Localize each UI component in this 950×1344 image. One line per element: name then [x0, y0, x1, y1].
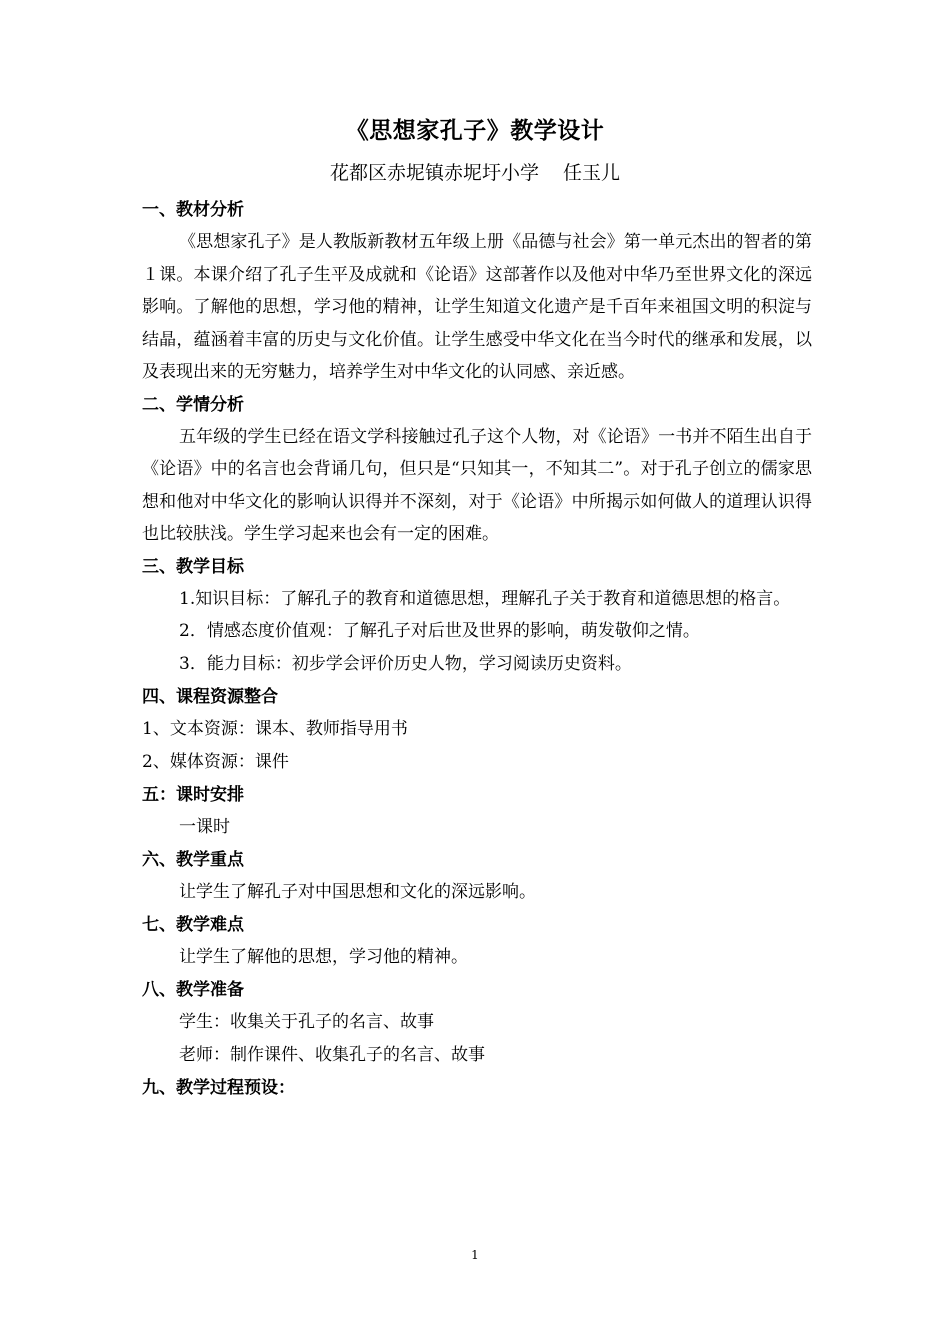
section-heading-9: 九、教学过程预设： — [142, 1078, 295, 1098]
section-heading-7: 七、教学难点 — [142, 915, 244, 935]
page-number: 1 — [471, 1248, 479, 1262]
difficulty: 让学生了解他的思想，学习他的精神。 — [179, 947, 468, 967]
goal-ability: 3．能力目标：初步学会评价历史人物，学习阅读历史资料。 — [179, 654, 632, 674]
section-heading-4: 四、课程资源整合 — [142, 687, 278, 707]
author-school: 花都区赤坭镇赤坭圩小学 — [329, 162, 539, 184]
document-title: 《思想家孔子》教学设计 — [345, 117, 605, 144]
section-heading-6: 六、教学重点 — [142, 850, 244, 870]
class-hours: 一课时 — [179, 817, 230, 837]
section-heading-3: 三、教学目标 — [142, 556, 244, 577]
section-heading-2: 二、学情分析 — [142, 394, 244, 415]
prep-teacher: 老师：制作课件、收集孔子的名言、故事 — [179, 1045, 485, 1065]
section-heading-5: 五：课时安排 — [142, 785, 244, 805]
resource-media: 2、媒体资源：课件 — [142, 752, 289, 772]
author-line — [0, 158, 950, 185]
document-body — [142, 194, 812, 1104]
section-paragraph-1: 《思想家孔子》是人教版新教材五年级上册《品德与社会》第一单元杰出的智者的第１课。本课介绍了孔子生平及成就和《论语》这部著作以及他对中华乃至世界文化的深远影响。了解他的思想，学习他的精神，让学生知道文化遗产是千百年来祖国文明的积淀与结晶，蕴涵着丰富的历史与文化价值。让学生感受中华文化在当今时代的继承和发展，以及表现出来的无穷魅力，培养学生对中华文化的认同感、亲近感。 — [142, 232, 812, 382]
section-heading-8: 八、教学准备 — [142, 980, 244, 1000]
prep-student: 学生：收集关于孔子的名言、故事 — [179, 1012, 434, 1032]
goal-knowledge: 1.知识目标：了解孔子的教育和道德思想，理解孔子关于教育和道德思想的格言。 — [179, 588, 791, 609]
key-point: 让学生了解孔子对中国思想和文化的深远影响。 — [179, 882, 536, 902]
goal-emotion: 2．情感态度价值观：了解孔子对后世及世界的影响，萌发敬仰之情。 — [179, 621, 700, 641]
resource-text: 1、文本资源：课本、教师指导用书 — [142, 719, 408, 739]
section-paragraph-2: 五年级的学生已经在语文学科接触过孔子这个人物，对《论语》一书并不陌生出自于《论语》中的名言也会背诵几句，但只是“只知其一，不知其二”。对于孔子创立的儒家思想和他对中华文化的影响认识得并不深刻，对于《论语》中所揭示如何做人的道理认识得也比较肤浅。学生学习起来也会有一定的困难。 — [142, 426, 812, 544]
author-name: 任玉儿 — [563, 162, 621, 184]
section-heading-1: 一、教材分析 — [142, 200, 244, 220]
